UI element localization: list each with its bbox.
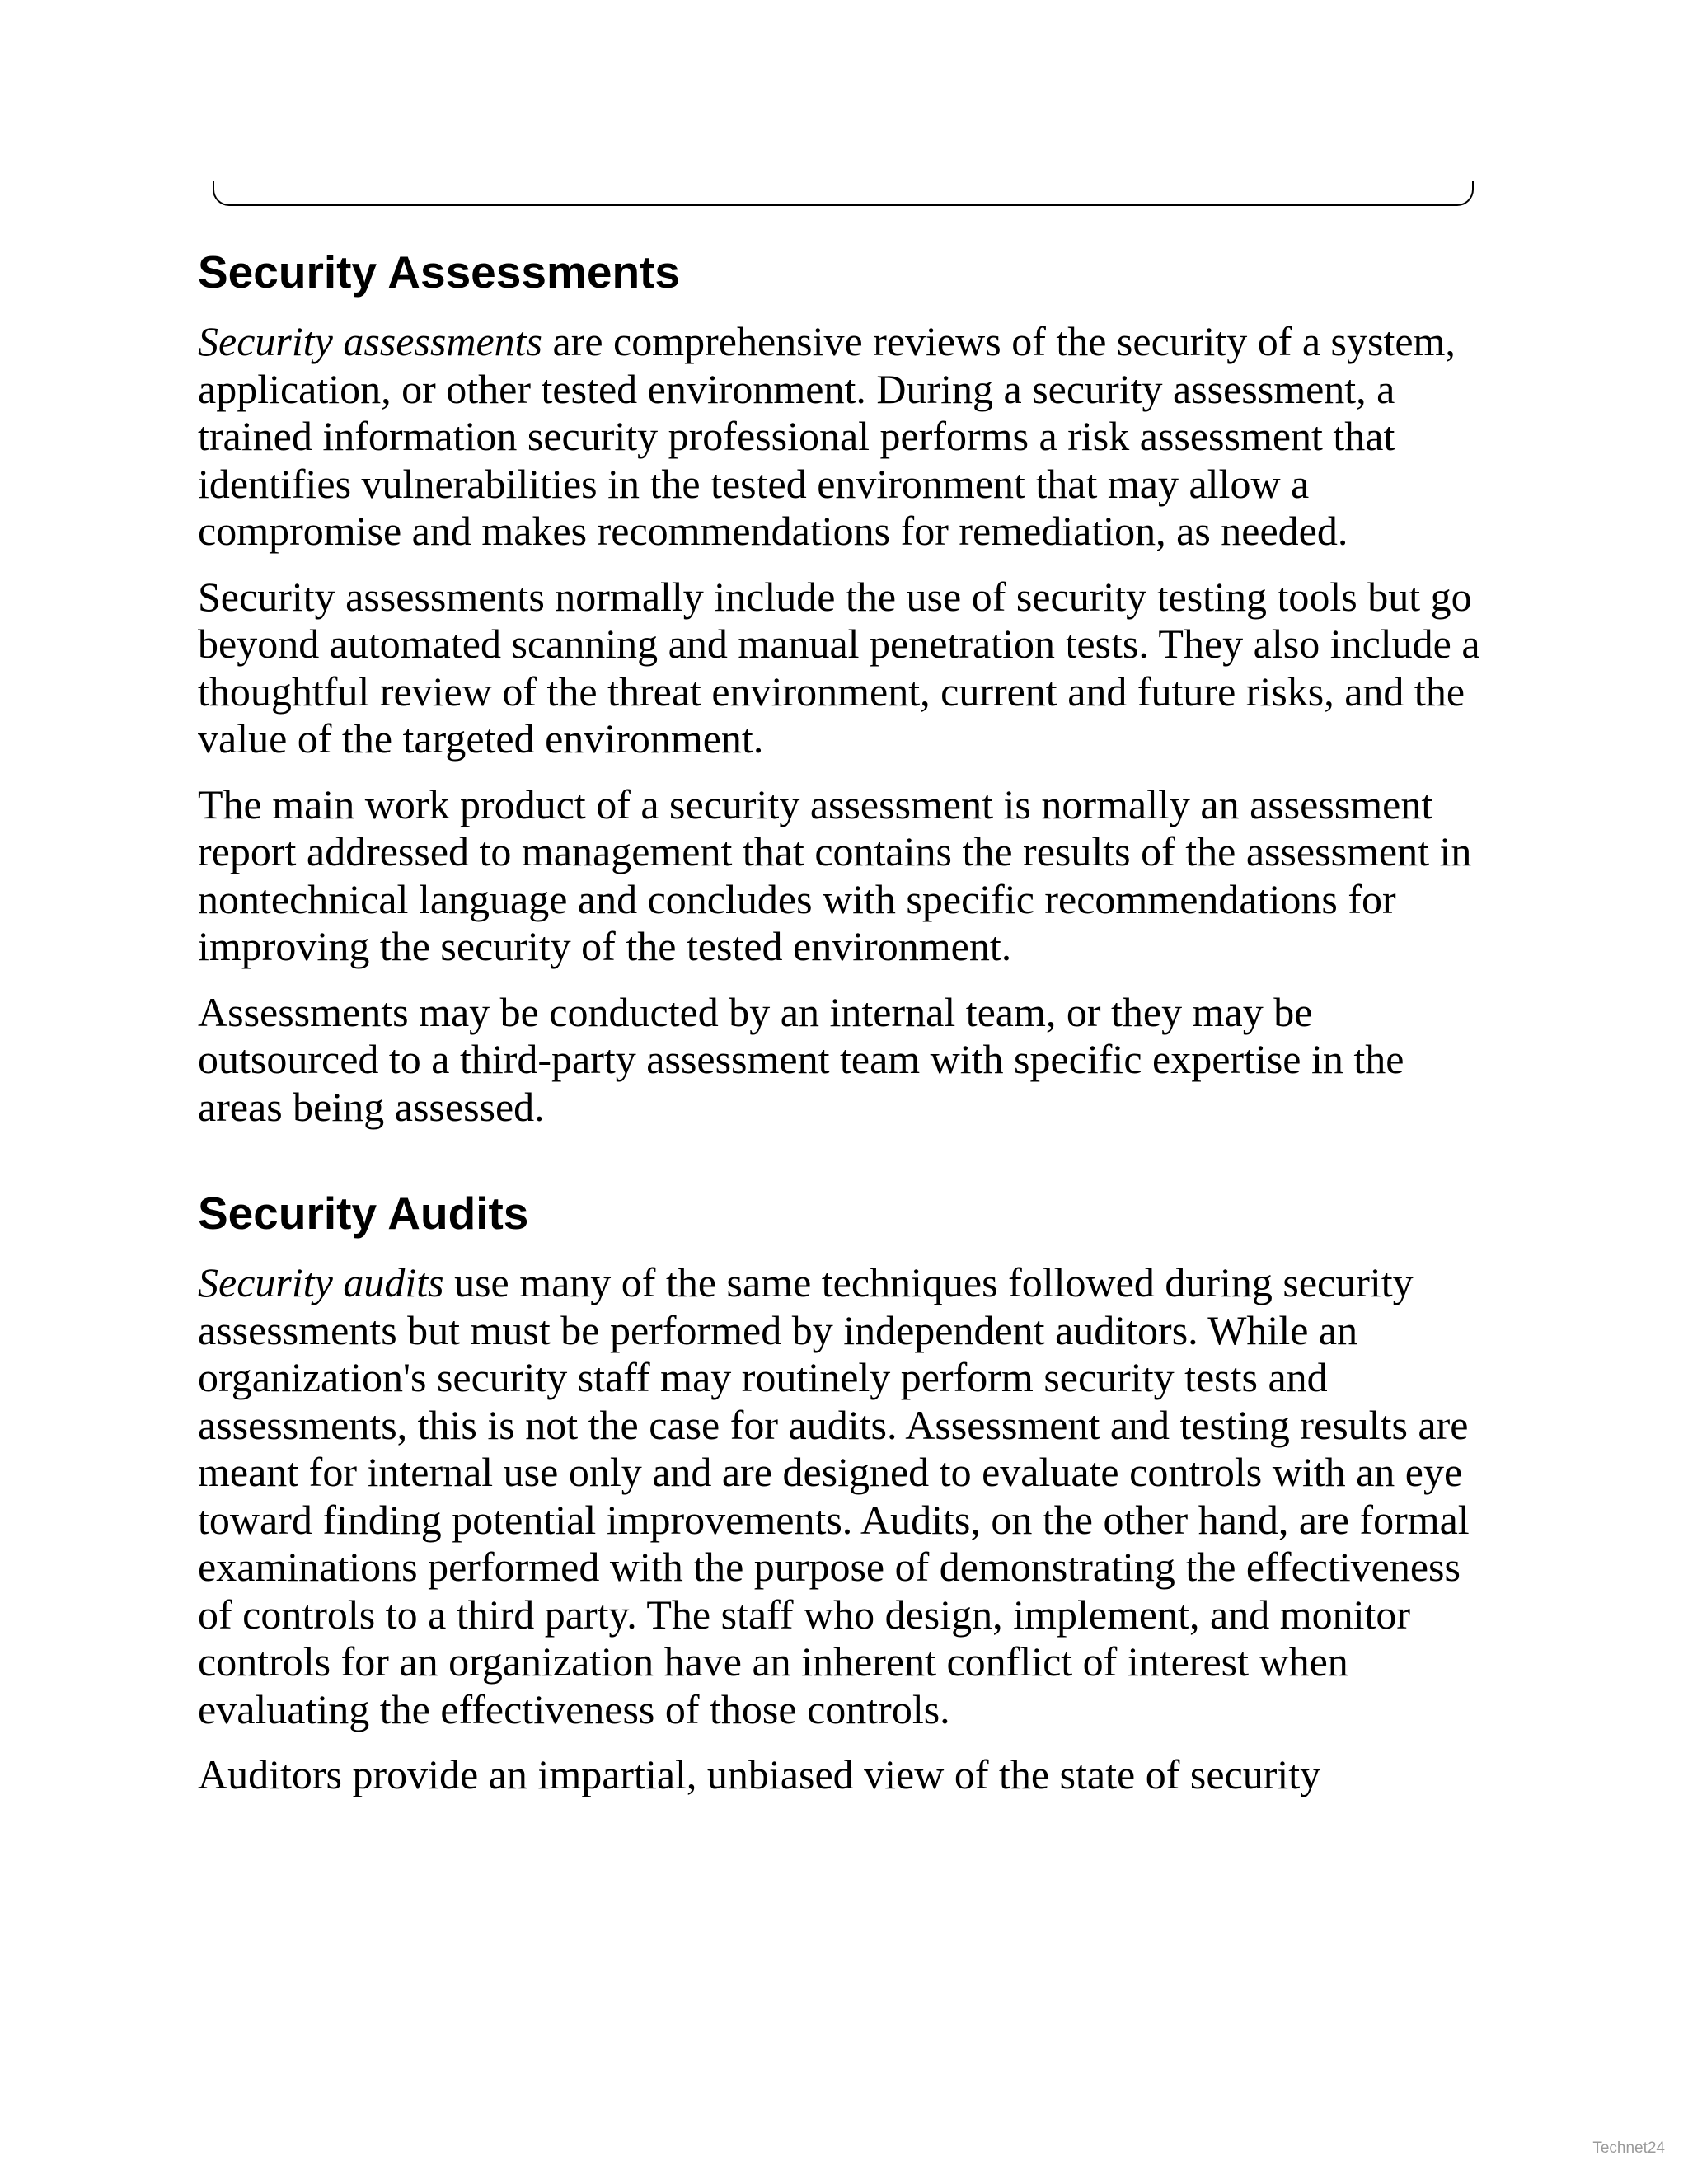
term-security-audits: Security audits [198, 1259, 444, 1305]
paragraph-audits-definition [198, 1259, 1484, 1733]
paragraph-assessments-report: The main work product of a security assessment is normally an assessment report addressed to management that contains the results of the assessment in nontechnical language and concludes with specific recommendations for improving the security of the tested environment. [198, 780, 1472, 969]
paragraph-auditors-view: Auditors provide an impartial, unbiased view of the state of security [198, 1751, 1321, 1797]
heading-security-assessments: Security Assessments [198, 246, 680, 298]
paragraph-assessments-teams: Assessments may be conducted by an internal team, or they may be outsourced to a third-party assessment team with specific expertise in the areas being assessed. [198, 988, 1404, 1130]
page-content [198, 246, 1484, 1817]
heading-security-audits: Security Audits [198, 1188, 529, 1239]
paragraph-text: use many of the same techniques followed during security assessments but must be performed by independent auditors. While an organization's security staff may routinely perform security tests and assessments, this is not the case for audits. Assessment and testing results are meant for internal use only and are designed to evaluate controls with an eye toward finding potential improvements. Audits, on the other hand, are formal examinations performed with the purpose of demonstrating the effectiveness of controls to a third party. The staff who design, implement, and monitor controls for an organization have an inherent conflict of interest when evaluating the effectiveness of those controls. [198, 1259, 1470, 1732]
top-box-border [213, 181, 1474, 206]
paragraph-assessments-definition [198, 318, 1484, 555]
paragraph-assessments-tools: Security assessments normally include the use of security testing tools but go beyond automated scanning and manual penetration tests. They also include a thoughtful review of the threat environment, current and future risks, and the value of the targeted environment. [198, 573, 1480, 762]
watermark-text: Technet24 [1592, 2139, 1665, 2157]
paragraph-text: are comprehensive reviews of the security of a system, application, or other tested environment. During a security assessment, a trained information security professional performs a risk assessment that identifies vulnerabilities in the tested environment that may allow a compromise and makes recommendations for remediation, as needed. [198, 318, 1456, 554]
term-security-assessments: Security assessments [198, 318, 542, 364]
